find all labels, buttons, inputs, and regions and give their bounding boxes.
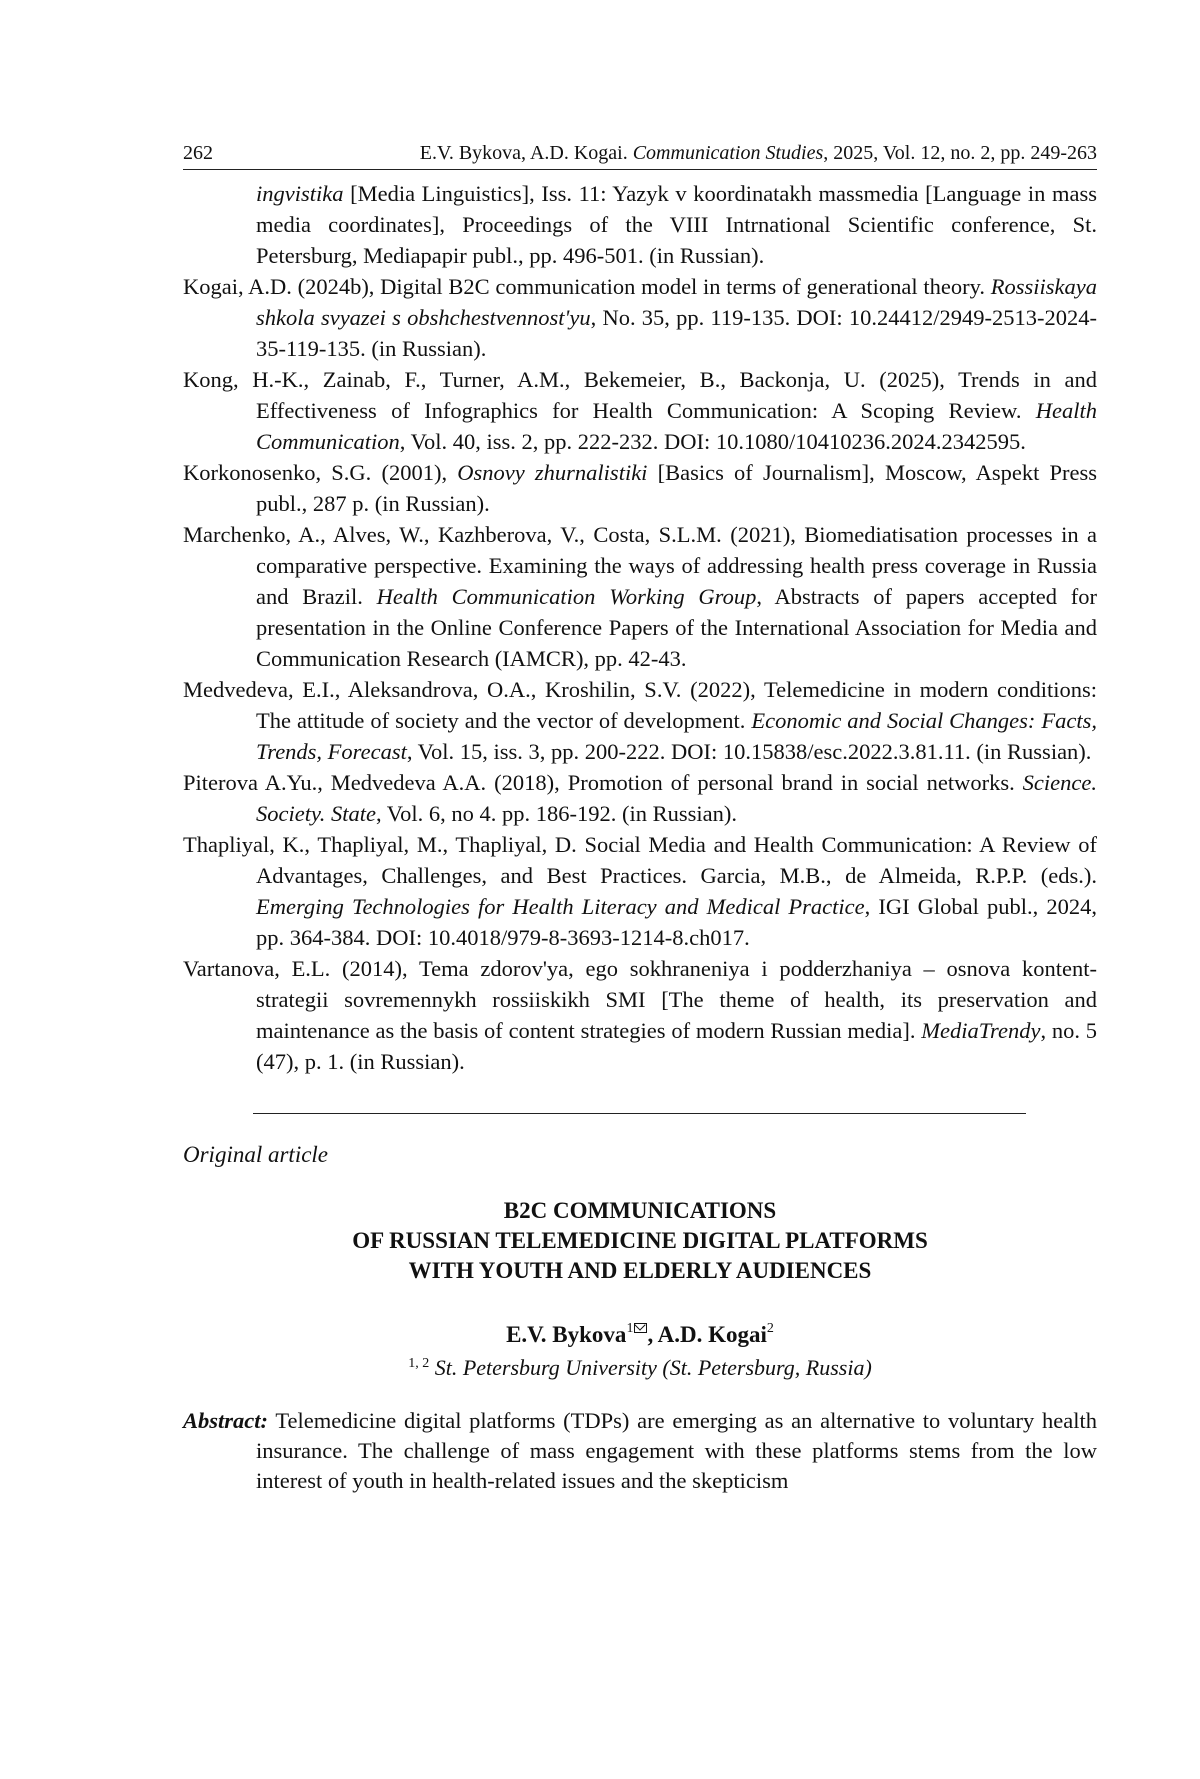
reference-text: Thapliyal, K., Thapliyal, M., Thapliyal, D. Social Media and Health Communication: A Review of Advantages, Challenges, and Best Practices. Garcia, M.B., de Almeida, R.P.P. (eds.). <box>183 832 1097 888</box>
reference-item <box>183 953 1097 1077</box>
journal-page <box>183 140 1097 1496</box>
reference-text: [Media Linguistics], Iss. 11: Yazyk v koordinatakh massmedia [Language in mass media coordinates], Proceedings of the VIII Intrnational Scientific conference, St. Petersburg, Mediapapir publ., pp. 496-501. (in Russian). <box>256 181 1097 268</box>
header-citation: , 2025, Vol. 12, no. 2, pp. 249-263 <box>823 142 1097 164</box>
reference-text: Kogai, A.D. (2024b), Digital B2C communication model in terms of generational theory. <box>183 274 991 299</box>
abstract <box>183 1406 1097 1496</box>
page-number: 262 <box>183 142 213 164</box>
reference-text: Piterova A.Yu., Medvedeva A.A. (2018), Promotion of personal brand in social networks. <box>183 770 1023 795</box>
header-authors: E.V. Bykova, A.D. Kogai. <box>419 142 633 164</box>
title-line: B2C COMMUNICATIONS <box>503 1198 777 1223</box>
reference-text: , Vol. 6, no 4. pp. 186-192. (in Russian). <box>375 801 738 826</box>
reference-item <box>183 674 1097 767</box>
reference-text: , IGI Global publ., 2024, pp. 364-384. DOI: 10.4018/979-8-3693-1214-8.ch017. <box>256 894 1097 950</box>
mail-icon[interactable] <box>634 1323 647 1333</box>
reference-text: , No. 35, pp. 119-135. DOI: 10.24412/2949-2513-2024-35-119-135. (in Russian). <box>256 305 1097 361</box>
reference-italic: MediaTrendy <box>921 1018 1041 1043</box>
abstract-text: Telemedicine digital platforms (TDPs) are emerging as an alternative to voluntary health insurance. The challenge of mass engagement with these platforms stems from the low interest of youth in health-related issues and the skepticism <box>256 1408 1097 1493</box>
reference-item <box>183 364 1097 457</box>
reference-text: Korkonosenko, S.G. (2001), <box>183 460 458 485</box>
reference-italic: Health Communication Working Group <box>376 584 757 609</box>
reference-item <box>183 829 1097 953</box>
reference-text: , Abstracts of papers accepted for presentation in the Online Conference Papers of the International Association for Media and Communication Research (IAMCR), pp. 42-43. <box>256 584 1098 671</box>
reference-item <box>183 457 1097 519</box>
section-divider <box>253 1113 1026 1114</box>
reference-text: , Vol. 40, iss. 2, pp. 222-232. DOI: 10.1080/10410236.2024.2342595. <box>399 429 1026 454</box>
title-line: WITH YOUTH AND ELDERLY AUDIENCES <box>408 1258 872 1283</box>
title-line: OF RUSSIAN TELEMEDICINE DIGITAL PLATFORMS <box>352 1228 928 1253</box>
author-name: E.V. Bykova <box>506 1322 627 1347</box>
reference-list <box>183 178 1097 1077</box>
reference-item <box>183 178 1097 271</box>
reference-italic: Rossiiskaya shkola svyazei s obshchestvennost'yu <box>256 274 1097 330</box>
author-line <box>183 1314 1097 1350</box>
abstract-label: Abstract: <box>183 1408 269 1433</box>
reference-italic: Science. Society. State <box>256 770 1097 826</box>
reference-italic: Osnovy zhurnalistiki <box>457 460 648 485</box>
reference-text: Vartanova, E.L. (2014), Tema zdorov'ya, ego sokhraneniya i podderzhaniya – osnova kontent-strategii sovremennykh rossiiskikh SMI [The theme of health, its preservation and maintenance as the basis of content strategies of modern Russian media]. <box>183 956 1097 1043</box>
reference-italic: ingvistika <box>256 181 344 206</box>
affiliation-sup: 1, 2 <box>408 1356 430 1371</box>
author-affil-sup: 1 <box>626 1321 634 1336</box>
running-citation <box>420 140 1097 166</box>
author-name: A.D. Kogai <box>657 1322 767 1347</box>
reference-text: [Basics of Journalism], Moscow, Aspekt Press publ., 287 p. (in Russian). <box>256 460 1097 516</box>
reference-text: , Vol. 15, iss. 3, pp. 200-222. DOI: 10.15838/esc.2022.3.81.11. (in Russian). <box>406 739 1092 764</box>
reference-italic: Emerging Technologies for Health Literacy and Medical Practice <box>256 894 865 919</box>
reference-item <box>183 519 1097 674</box>
reference-item <box>183 767 1097 829</box>
author-affil-sup: 2 <box>766 1321 774 1336</box>
reference-italic: Economic and Social Changes: Facts, Trends, Forecast <box>256 708 1097 764</box>
article-title <box>183 1196 1097 1286</box>
reference-item <box>183 271 1097 364</box>
header-journal: Communication Studies <box>632 142 824 164</box>
affiliation <box>183 1350 1097 1382</box>
reference-text: Kong, H.-K., Zainab, F., Turner, A.M., Bekemeier, B., Backonja, U. (2025), Trends in and Effectiveness of Infographics for Health Communication: A Scoping Review. <box>183 367 1097 423</box>
reference-text: Medvedeva, E.I., Aleksandrova, O.A., Kroshilin, S.V. (2022), Telemedicine in modern conditions: The attitude of society and the vector of development. <box>183 677 1097 733</box>
article-type: Original article <box>183 1142 329 1167</box>
author-separator: , <box>647 1322 658 1347</box>
reference-text: , no. 5 (47), p. 1. (in Russian). <box>256 1018 1097 1074</box>
affiliation-text: St. Petersburg University (St. Petersburg, Russia) <box>429 1355 872 1380</box>
reference-italic: Health Communication <box>256 398 1097 454</box>
reference-text: Marchenko, A., Alves, W., Kazhberova, V., Costa, S.L.M. (2021), Biomediatisation processes in a comparative perspective. Examining the ways of addressing health press coverage in Russia and Brazil. <box>183 522 1097 609</box>
running-header <box>183 140 1097 170</box>
